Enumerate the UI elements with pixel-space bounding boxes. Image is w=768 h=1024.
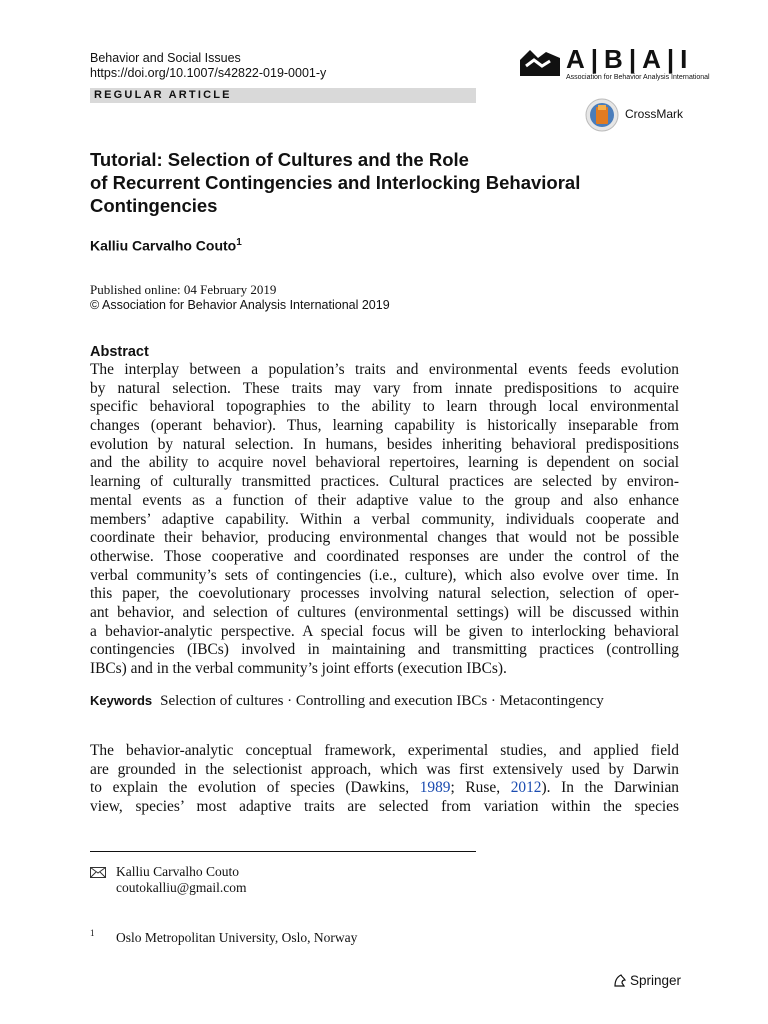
- body-text-fragment: ; Ruse,: [450, 779, 511, 797]
- abstract-line: verbal community’s sets of contingencies (i.e., culture), which also evolve over time. In: [90, 566, 679, 584]
- author-name: [90, 237, 242, 254]
- abstract-line: and the ability to acquire novel behavioral repertoires, learning is dependent on social: [90, 454, 679, 472]
- abstract-line: coordinate their behavior, producing environmental changes that would not be possible: [90, 529, 679, 547]
- abai-logo-subtitle: Association for Behavior Analysis International: [566, 74, 710, 81]
- title-line: Contingencies: [90, 195, 218, 216]
- abstract-line: learning of culturally transmitted practices. Cultural practices are selected by environ-: [90, 473, 679, 491]
- abstract-line: ant behavior, and selection of cultures (environmental settings) will be discussed within: [90, 603, 679, 621]
- abstract-line: by natural selection. These traits may vary from innate predispositions to acquire: [90, 379, 679, 397]
- abstract-line: IBCs) and in the verbal community’s joint efforts (execution IBCs).: [90, 660, 507, 677]
- doi-link[interactable]: https://doi.org/10.1007/s42822-019-0001-y: [90, 66, 327, 80]
- contact-name: Kalliu Carvalho Couto: [116, 864, 239, 879]
- abstract-line: a behavior-analytic perspective. A special focus will be given to interlocking behavioral: [90, 622, 679, 640]
- author-text: Kalliu Carvalho Couto: [90, 237, 237, 254]
- citation-link[interactable]: 2012: [510, 779, 542, 797]
- abstract-line: mental events as a function of their adaptive value to the group and also enhance: [90, 491, 679, 509]
- abai-logo-letters: A|B|A|I: [566, 44, 694, 74]
- springer-horse-icon: [612, 973, 627, 988]
- abai-logo: [518, 44, 710, 84]
- abstract-line: otherwise. Those cooperative and coordinated responses are under the control of the: [90, 547, 679, 565]
- abstract-line: changes (operant behavior). Thus, learning capability is historically inseparable from: [90, 417, 679, 435]
- body-line: [90, 779, 679, 798]
- body-text-fragment: to explain the evolution of species (Dawkins,: [90, 779, 420, 797]
- abai-mark-icon: [518, 48, 562, 78]
- article-type-bar: [90, 88, 476, 103]
- abstract-line: The interplay between a population’s traits and environmental events feeds evolution: [90, 361, 679, 378]
- affiliation-number: 1: [90, 928, 95, 938]
- body-line: view, species’ most adaptive traits are selected from variation within the species: [90, 798, 679, 816]
- abstract-body: [90, 361, 679, 679]
- abstract-line: evolution by natural selection. In humans, besides inheriting behavioral predispositions: [90, 435, 679, 453]
- author-affiliation-marker: 1: [236, 237, 242, 248]
- abstract-line: members’ adaptive capability. Within a verbal community, individuals cooperate and: [90, 510, 679, 528]
- keywords: [90, 693, 604, 710]
- citation-link[interactable]: 1989: [419, 779, 451, 797]
- abstract-line: specific behavioral topographies to the ability to learn through local environmental: [90, 398, 679, 416]
- abstract-line: contingencies (IBCs) involved in maintaining and transmitting practices (controlling: [90, 641, 679, 659]
- crossmark-icon: [585, 98, 619, 132]
- footnote-divider: [90, 851, 476, 852]
- envelope-icon: [90, 867, 106, 878]
- keywords-text: Selection of cultures · Controlling and execution IBCs · Metacontingency: [160, 693, 604, 709]
- crossmark-label: CrossMark: [625, 107, 684, 121]
- body-line: The behavior-analytic conceptual framework, experimental studies, and applied field: [90, 742, 679, 759]
- published-date: Published online: 04 February 2019: [90, 282, 277, 297]
- springer-label: Springer: [630, 973, 682, 988]
- article-title: [90, 148, 650, 217]
- abstract-line: this paper, the coevolutionary processes involving natural selection, selection of oper-: [90, 585, 679, 603]
- abstract-heading: Abstract: [90, 344, 149, 360]
- journal-name: Behavior and Social Issues: [90, 51, 241, 65]
- title-line: of Recurrent Contingencies and Interlocking Behavioral: [90, 172, 581, 193]
- body-text-fragment: ). In the Darwinian: [541, 779, 679, 797]
- body-line: are grounded in the selectionist approach, which was first extensively used by Darwin: [90, 760, 679, 778]
- contact-email[interactable]: coutokalliu@gmail.com: [116, 880, 247, 895]
- copyright-notice: © Association for Behavior Analysis International 2019: [90, 298, 390, 312]
- body-paragraph: [90, 742, 679, 817]
- affiliation-text: Oslo Metropolitan University, Oslo, Norway: [116, 930, 358, 945]
- title-line: Tutorial: Selection of Cultures and the Role: [90, 149, 469, 170]
- article-type-label: REGULAR ARTICLE: [94, 89, 232, 101]
- keywords-label: Keywords: [90, 693, 153, 708]
